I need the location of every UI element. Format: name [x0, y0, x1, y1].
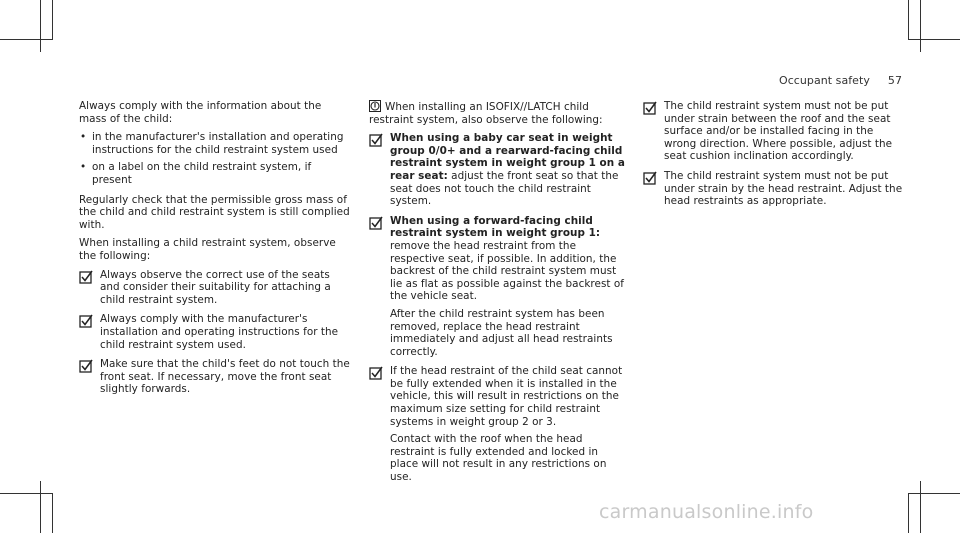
checklist-text: Make sure that the child's feet do not touch the front seat. If necessary, move the front seat slightly forwards.: [100, 358, 350, 396]
checklist-item: [79, 358, 351, 396]
checkbox-icon: [369, 366, 383, 380]
page-header: [779, 75, 902, 88]
list-item: • on a label on the child restraint system, if present: [79, 161, 351, 186]
checklist-item: [369, 215, 627, 359]
watermark: carmanualsonline.info: [599, 501, 814, 523]
checklist-text: The child restraint system must not be put under strain between the roof and the seat surface and/or be installed facing in the wrong direction. Where possible, adjust the seat cushion inclination accordingly.: [664, 100, 893, 163]
checkbox-icon: [369, 216, 383, 230]
paragraph: When installing a child restraint system, observe the following:: [79, 237, 336, 262]
checklist-text: Always comply with the manufacturer's installation and operating instructions for the child restraint system used.: [100, 313, 339, 351]
crop-mark: [908, 0, 909, 40]
checklist-item: [643, 100, 903, 163]
checklist-text: The child restraint system must not be put under strain by the head restraint. Adjust the head restraints as appropriate.: [664, 169, 903, 208]
list-item: • in the manufacturer's installation and operating instructions for the child restraint system used: [79, 131, 351, 156]
crop-mark: [40, 481, 41, 533]
checklist-item: [369, 132, 627, 208]
checkbox-icon: [643, 101, 657, 115]
crop-mark: [0, 493, 53, 494]
note-paragraph: [369, 100, 627, 126]
checklist-heading: When using a baby car seat in weight group 0/0+ and a rearward-facing child restraint system in weight group 1 on a rear seat:: [390, 132, 625, 182]
checklist-item: [79, 269, 351, 307]
crop-mark: [52, 493, 53, 533]
checklist-heading: When using a forward-facing child restraint system in weight group 1:: [390, 214, 601, 240]
checklist-text: adjust the front seat so that the seat does not touch the child restraint system.: [390, 169, 619, 208]
crop-mark: [908, 493, 909, 533]
note-text: When installing an ISOFIX//LATCH child restraint system, also observe the following:: [369, 101, 603, 126]
crop-mark: [920, 481, 921, 533]
checklist-text: remove the head restraint from the respective seat, if possible. In addition, the backrest of the child restraint system must lie as flat as possible against the backrest of the vehicle seat.: [390, 239, 625, 303]
column-middle: [369, 100, 627, 491]
checklist-text: If the head restraint of the child seat cannot be fully extended when it is installed in the vehicle, this will result in restrictions on the maximum size setting for child restraint systems in weight group 2 or 3.: [390, 365, 623, 428]
checklist-item: [643, 170, 903, 208]
checkbox-icon: [79, 359, 93, 373]
checklist-item: [369, 365, 627, 483]
checkbox-icon: [79, 270, 93, 284]
checklist-text: Always observe the correct use of the seats and consider their suitability for attaching a child restraint system.: [100, 268, 331, 306]
checklist-item: [79, 313, 351, 351]
checkbox-icon: [79, 314, 93, 328]
page-number: 57: [887, 74, 903, 87]
bullet-list: [79, 131, 351, 186]
paragraph: Always comply with the information about the mass of the child:: [79, 100, 322, 125]
checklist-subparagraph: After the child restraint system has been removed, replace the head restraint immediately and adjust all head restraints correctly.: [390, 307, 613, 358]
column-left: [79, 100, 351, 403]
section-title: Occupant safety: [779, 74, 870, 87]
checklist-subparagraph: Contact with the roof when the head restraint is fully extended and locked in place will not result in any restrictions on use.: [390, 433, 607, 484]
crop-mark: [40, 0, 41, 52]
checkbox-icon: [369, 133, 383, 147]
crop-mark: [920, 0, 921, 52]
crop-mark: [908, 39, 960, 40]
checkbox-icon: [643, 171, 657, 185]
crop-mark: [908, 493, 960, 494]
info-note-icon: [369, 100, 381, 112]
column-right: [643, 100, 903, 215]
paragraph: Regularly check that the permissible gross mass of the child and child restraint system is still complied with.: [79, 193, 350, 231]
crop-mark: [52, 0, 53, 40]
crop-mark: [0, 39, 53, 40]
